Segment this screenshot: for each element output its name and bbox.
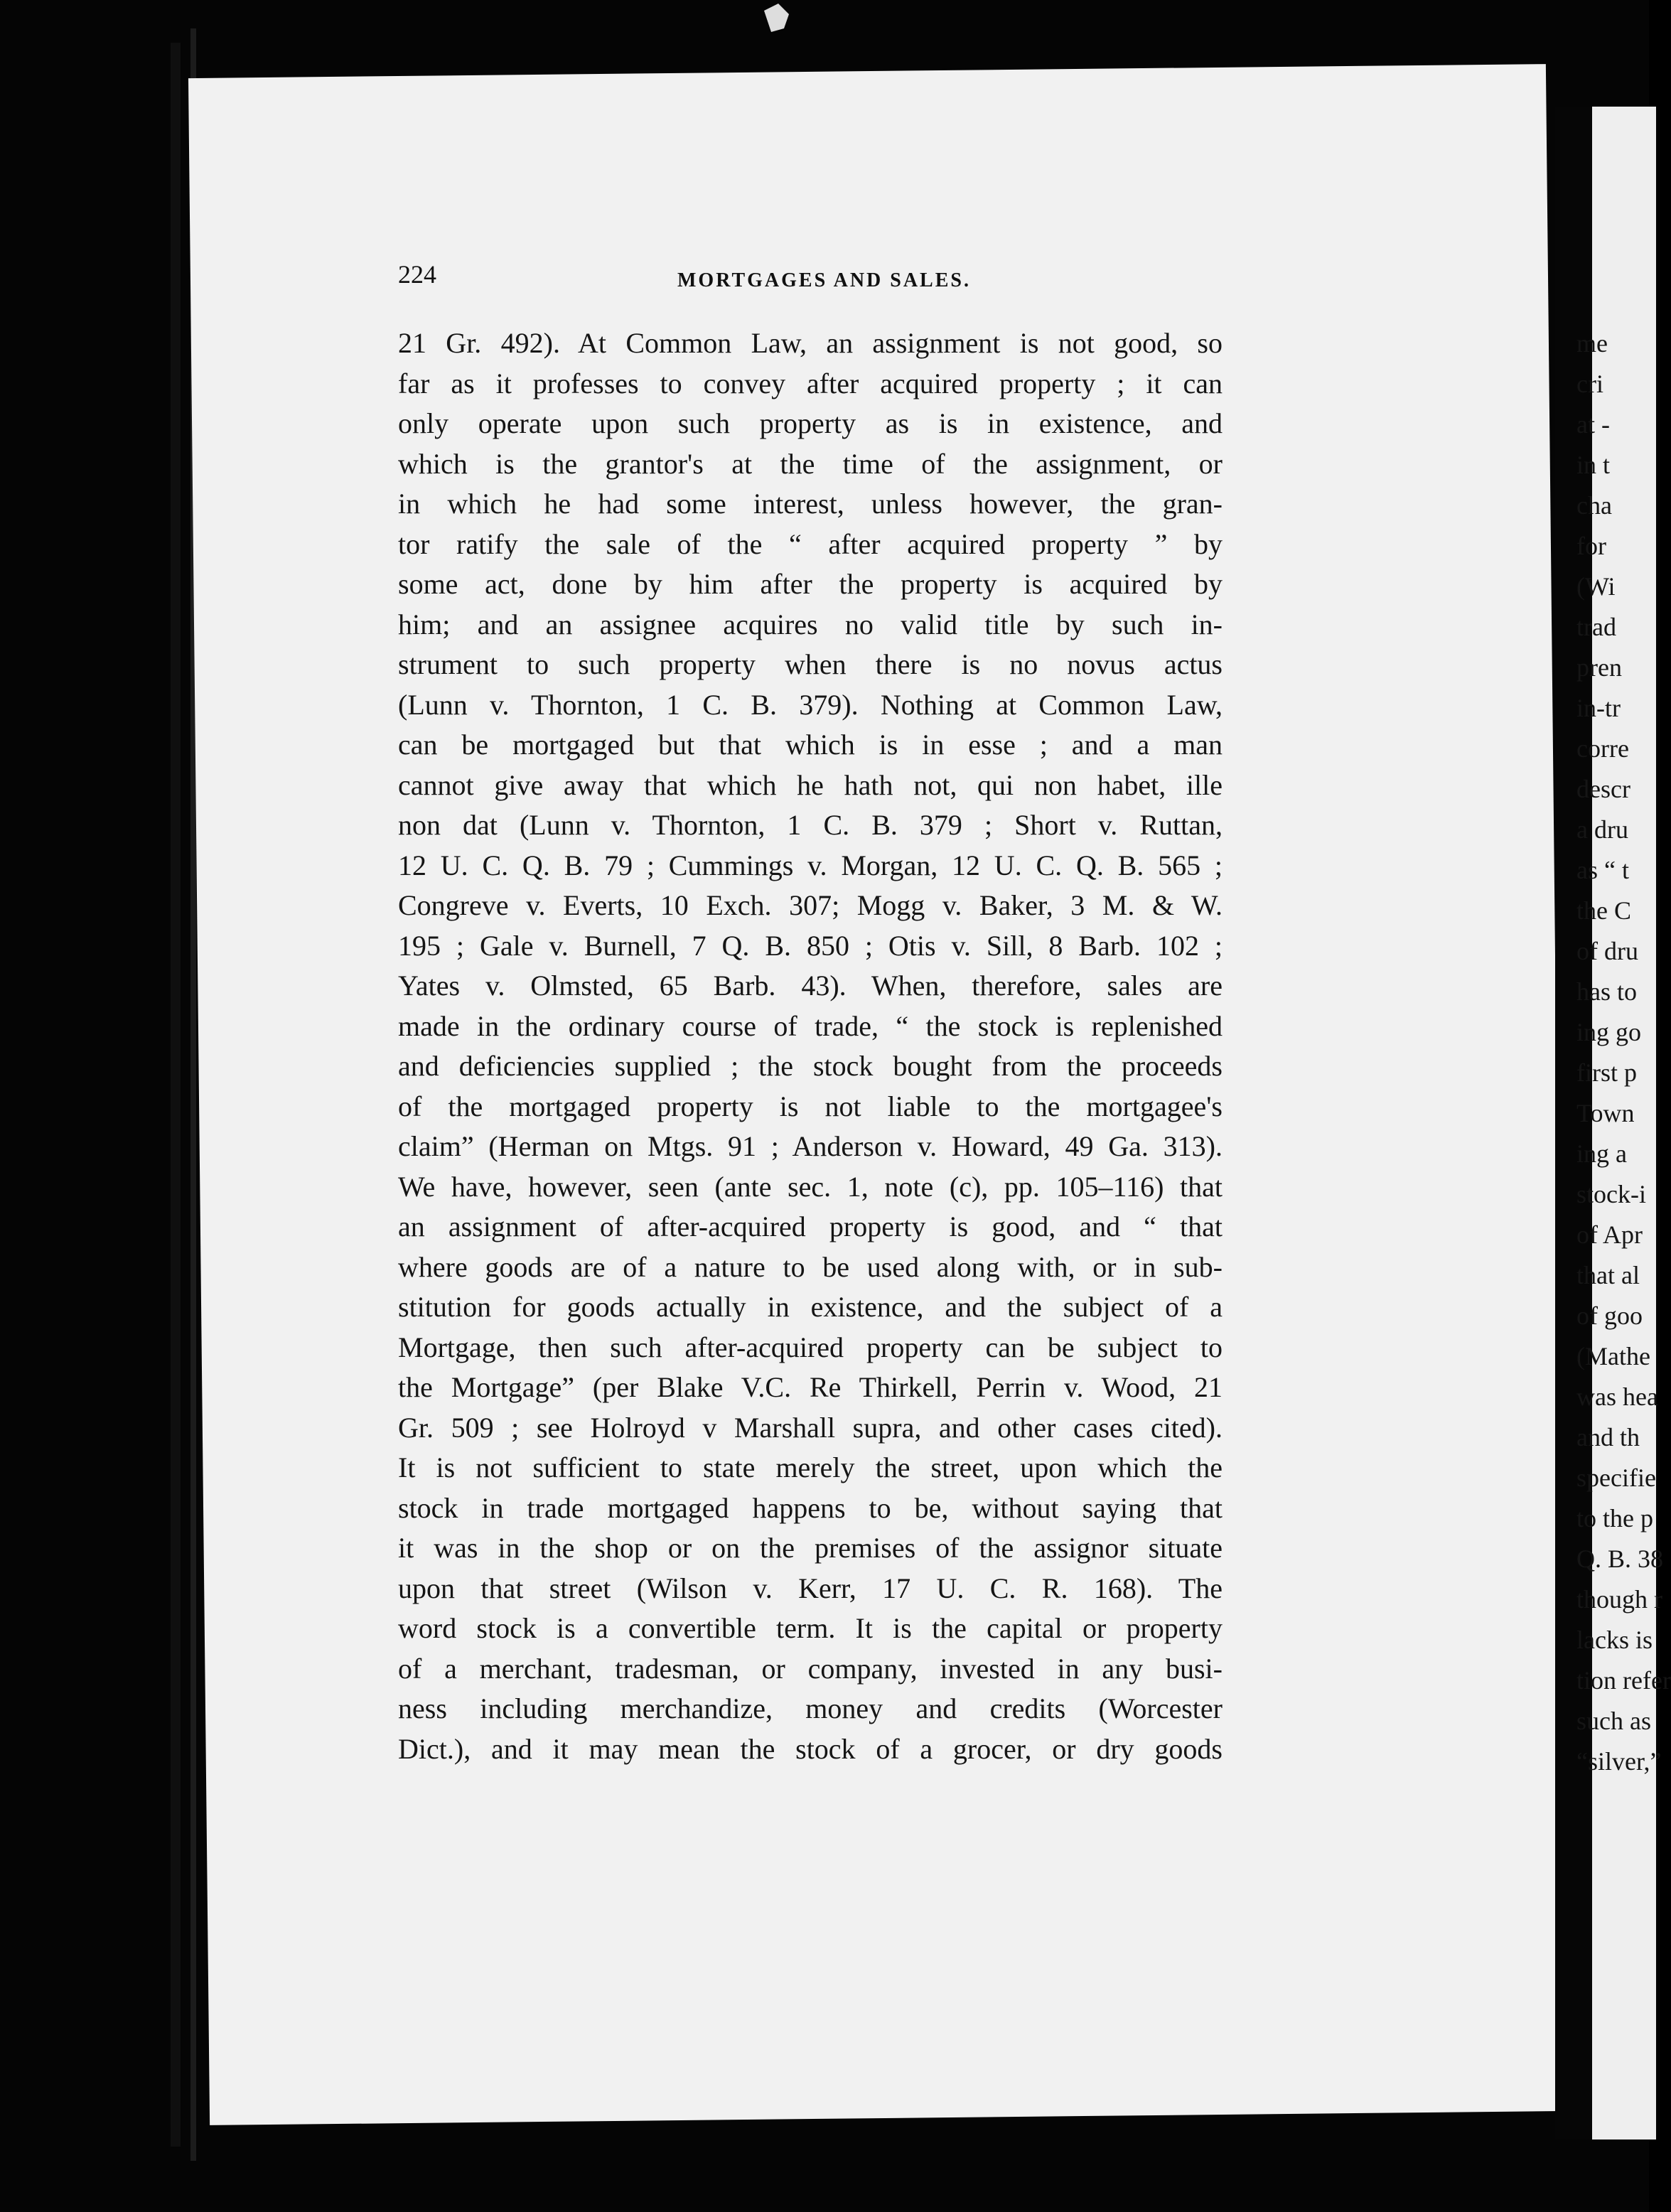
facing-page-line: at - — [1576, 410, 1610, 439]
page-header — [398, 259, 1223, 302]
text-line: where goods are of a nature to be used along with, or in sub- — [398, 1250, 1223, 1283]
facing-page-line: lacks is — [1576, 1626, 1653, 1654]
facing-page-line: “silver,” — [1576, 1747, 1662, 1776]
text-line: him; and an assignee acquires no valid title by such in- — [398, 608, 1223, 640]
facing-page-line: was hea — [1576, 1382, 1658, 1411]
text-line: the Mortgage” (per Blake V.C. Re Thirkell, Perrin v. Wood, 21 — [398, 1371, 1223, 1403]
facing-page-line: as “ t — [1576, 856, 1629, 884]
facing-page-line: Q. B. 38 — [1576, 1545, 1664, 1573]
facing-page-line: for — [1576, 532, 1606, 560]
facing-page-line: in t — [1576, 451, 1611, 479]
text-line: 21 Gr. 492). At Common Law, an assignment is not good, so — [398, 327, 1223, 359]
text-line: non dat (Lunn v. Thornton, 1 C. B. 379 ; Short v. Ruttan, — [398, 809, 1223, 841]
page-number: 224 — [398, 260, 436, 289]
facing-page-line: of Apr — [1576, 1220, 1643, 1249]
facing-page-line: cri — [1576, 370, 1603, 398]
facing-page-line: to the p — [1576, 1504, 1653, 1532]
film-edge — [171, 43, 181, 2147]
text-line: It is not sufficient to state merely the street, upon which the — [398, 1451, 1223, 1483]
facing-page-line: of dru — [1576, 937, 1638, 965]
facing-page-line: (Wi — [1576, 572, 1616, 601]
facing-page-line: trad — [1576, 613, 1616, 641]
text-line: Mortgage, then such after-acquired property can be subject to — [398, 1331, 1223, 1363]
text-line: claim” (Herman on Mtgs. 91 ; Anderson v. Howard, 49 Ga. 313). — [398, 1130, 1223, 1162]
text-line: 195 ; Gale v. Burnell, 7 Q. B. 850 ; Otis v. Sill, 8 Barb. 102 ; — [398, 929, 1223, 962]
text-line: an assignment of after-acquired property is good, and “ that — [398, 1210, 1223, 1242]
text-line: word stock is a convertible term. It is the capital or property — [398, 1612, 1223, 1644]
text-line: and deficiencies supplied ; the stock bought from the proceeds — [398, 1050, 1223, 1082]
text-line: in which he had some interest, unless however, the gran- — [398, 488, 1223, 520]
facing-page-line: in-tr — [1576, 694, 1621, 722]
text-line: (Lunn v. Thornton, 1 C. B. 379). Nothing at Common Law, — [398, 688, 1223, 721]
text-line: can be mortgaged but that which is in esse ; and a man — [398, 729, 1223, 761]
facing-page-line: specifie — [1576, 1464, 1656, 1492]
facing-page-line: tion refer — [1576, 1666, 1671, 1695]
text-line: upon that street (Wilson v. Kerr, 17 U. C. R. 168). The — [398, 1572, 1223, 1604]
facing-page-line: of goo — [1576, 1301, 1643, 1330]
text-line: cannot give away that which he hath not, qui non habet, ille — [398, 768, 1223, 801]
text-line: it was in the shop or on the premises of the assignor situate — [398, 1532, 1223, 1564]
body-paragraph — [398, 323, 1223, 1769]
facing-page-line: a dru — [1576, 815, 1628, 844]
facing-page-line: ing a — [1576, 1139, 1627, 1168]
facing-page-line: that al — [1576, 1261, 1640, 1289]
text-line: some act, done by him after the property is acquired by — [398, 568, 1223, 600]
scan-smudge-mark — [757, 0, 800, 43]
text-line: far as it professes to convey after acquired property ; it can — [398, 367, 1223, 399]
text-line: Congreve v. Everts, 10 Exch. 307; Mogg v. Baker, 3 M. & W. — [398, 889, 1223, 921]
text-line: of a merchant, tradesman, or company, invested in any busi- — [398, 1652, 1223, 1685]
text-line: Gr. 509 ; see Holroyd v Marshall supra, and other cases cited). — [398, 1411, 1223, 1444]
facing-page-line: Town — [1576, 1099, 1635, 1127]
facing-page-line: pren — [1576, 653, 1622, 682]
facing-page-line: corre — [1576, 734, 1629, 763]
text-line: which is the grantor's at the time of the assignment, or — [398, 447, 1223, 480]
facing-page-line: such as — [1576, 1707, 1651, 1735]
text-line: strument to such property when there is no novus actus — [398, 648, 1223, 680]
text-line: Yates v. Olmsted, 65 Barb. 43). When, therefore, sales are — [398, 970, 1223, 1002]
text-line: We have, however, seen (ante sec. 1, note (c), pp. 105–116) that — [398, 1170, 1223, 1203]
facing-page-line: cha — [1576, 491, 1612, 520]
facing-page-line: though r — [1576, 1585, 1662, 1614]
facing-page-line: (Mathe — [1576, 1342, 1650, 1370]
facing-page-line: stock-i — [1576, 1180, 1646, 1208]
facing-page-line: descr — [1576, 775, 1630, 803]
text-line: made in the ordinary course of trade, “ the stock is replenished — [398, 1009, 1223, 1042]
text-line: of the mortgaged property is not liable to the mortgagee's — [398, 1090, 1223, 1122]
text-line: 12 U. C. Q. B. 79 ; Cummings v. Morgan, 12 U. C. Q. B. 565 ; — [398, 849, 1223, 881]
facing-page-line: first p — [1576, 1058, 1637, 1087]
text-line: stitution for goods actually in existence, and the subject of a — [398, 1291, 1223, 1323]
facing-page-line: has to — [1576, 977, 1637, 1006]
facing-page-line: the C — [1576, 896, 1631, 925]
text-line: Dict.), and it may mean the stock of a grocer, or dry goods — [398, 1732, 1223, 1765]
text-line: only operate upon such property as is in existence, and — [398, 407, 1223, 439]
facing-page-text — [1576, 323, 1671, 1782]
running-head: MORTGAGES AND SALES. — [677, 269, 971, 291]
facing-page-line: ing go — [1576, 1018, 1642, 1046]
facing-page-line: and th — [1576, 1423, 1640, 1451]
facing-page-line: me — [1576, 329, 1608, 358]
text-line: tor ratify the sale of the “ after acquired property ” by — [398, 527, 1223, 560]
text-line: stock in trade mortgaged happens to be, without saying that — [398, 1491, 1223, 1524]
text-line: ness including merchandize, money and credits (Worcester — [398, 1692, 1223, 1724]
